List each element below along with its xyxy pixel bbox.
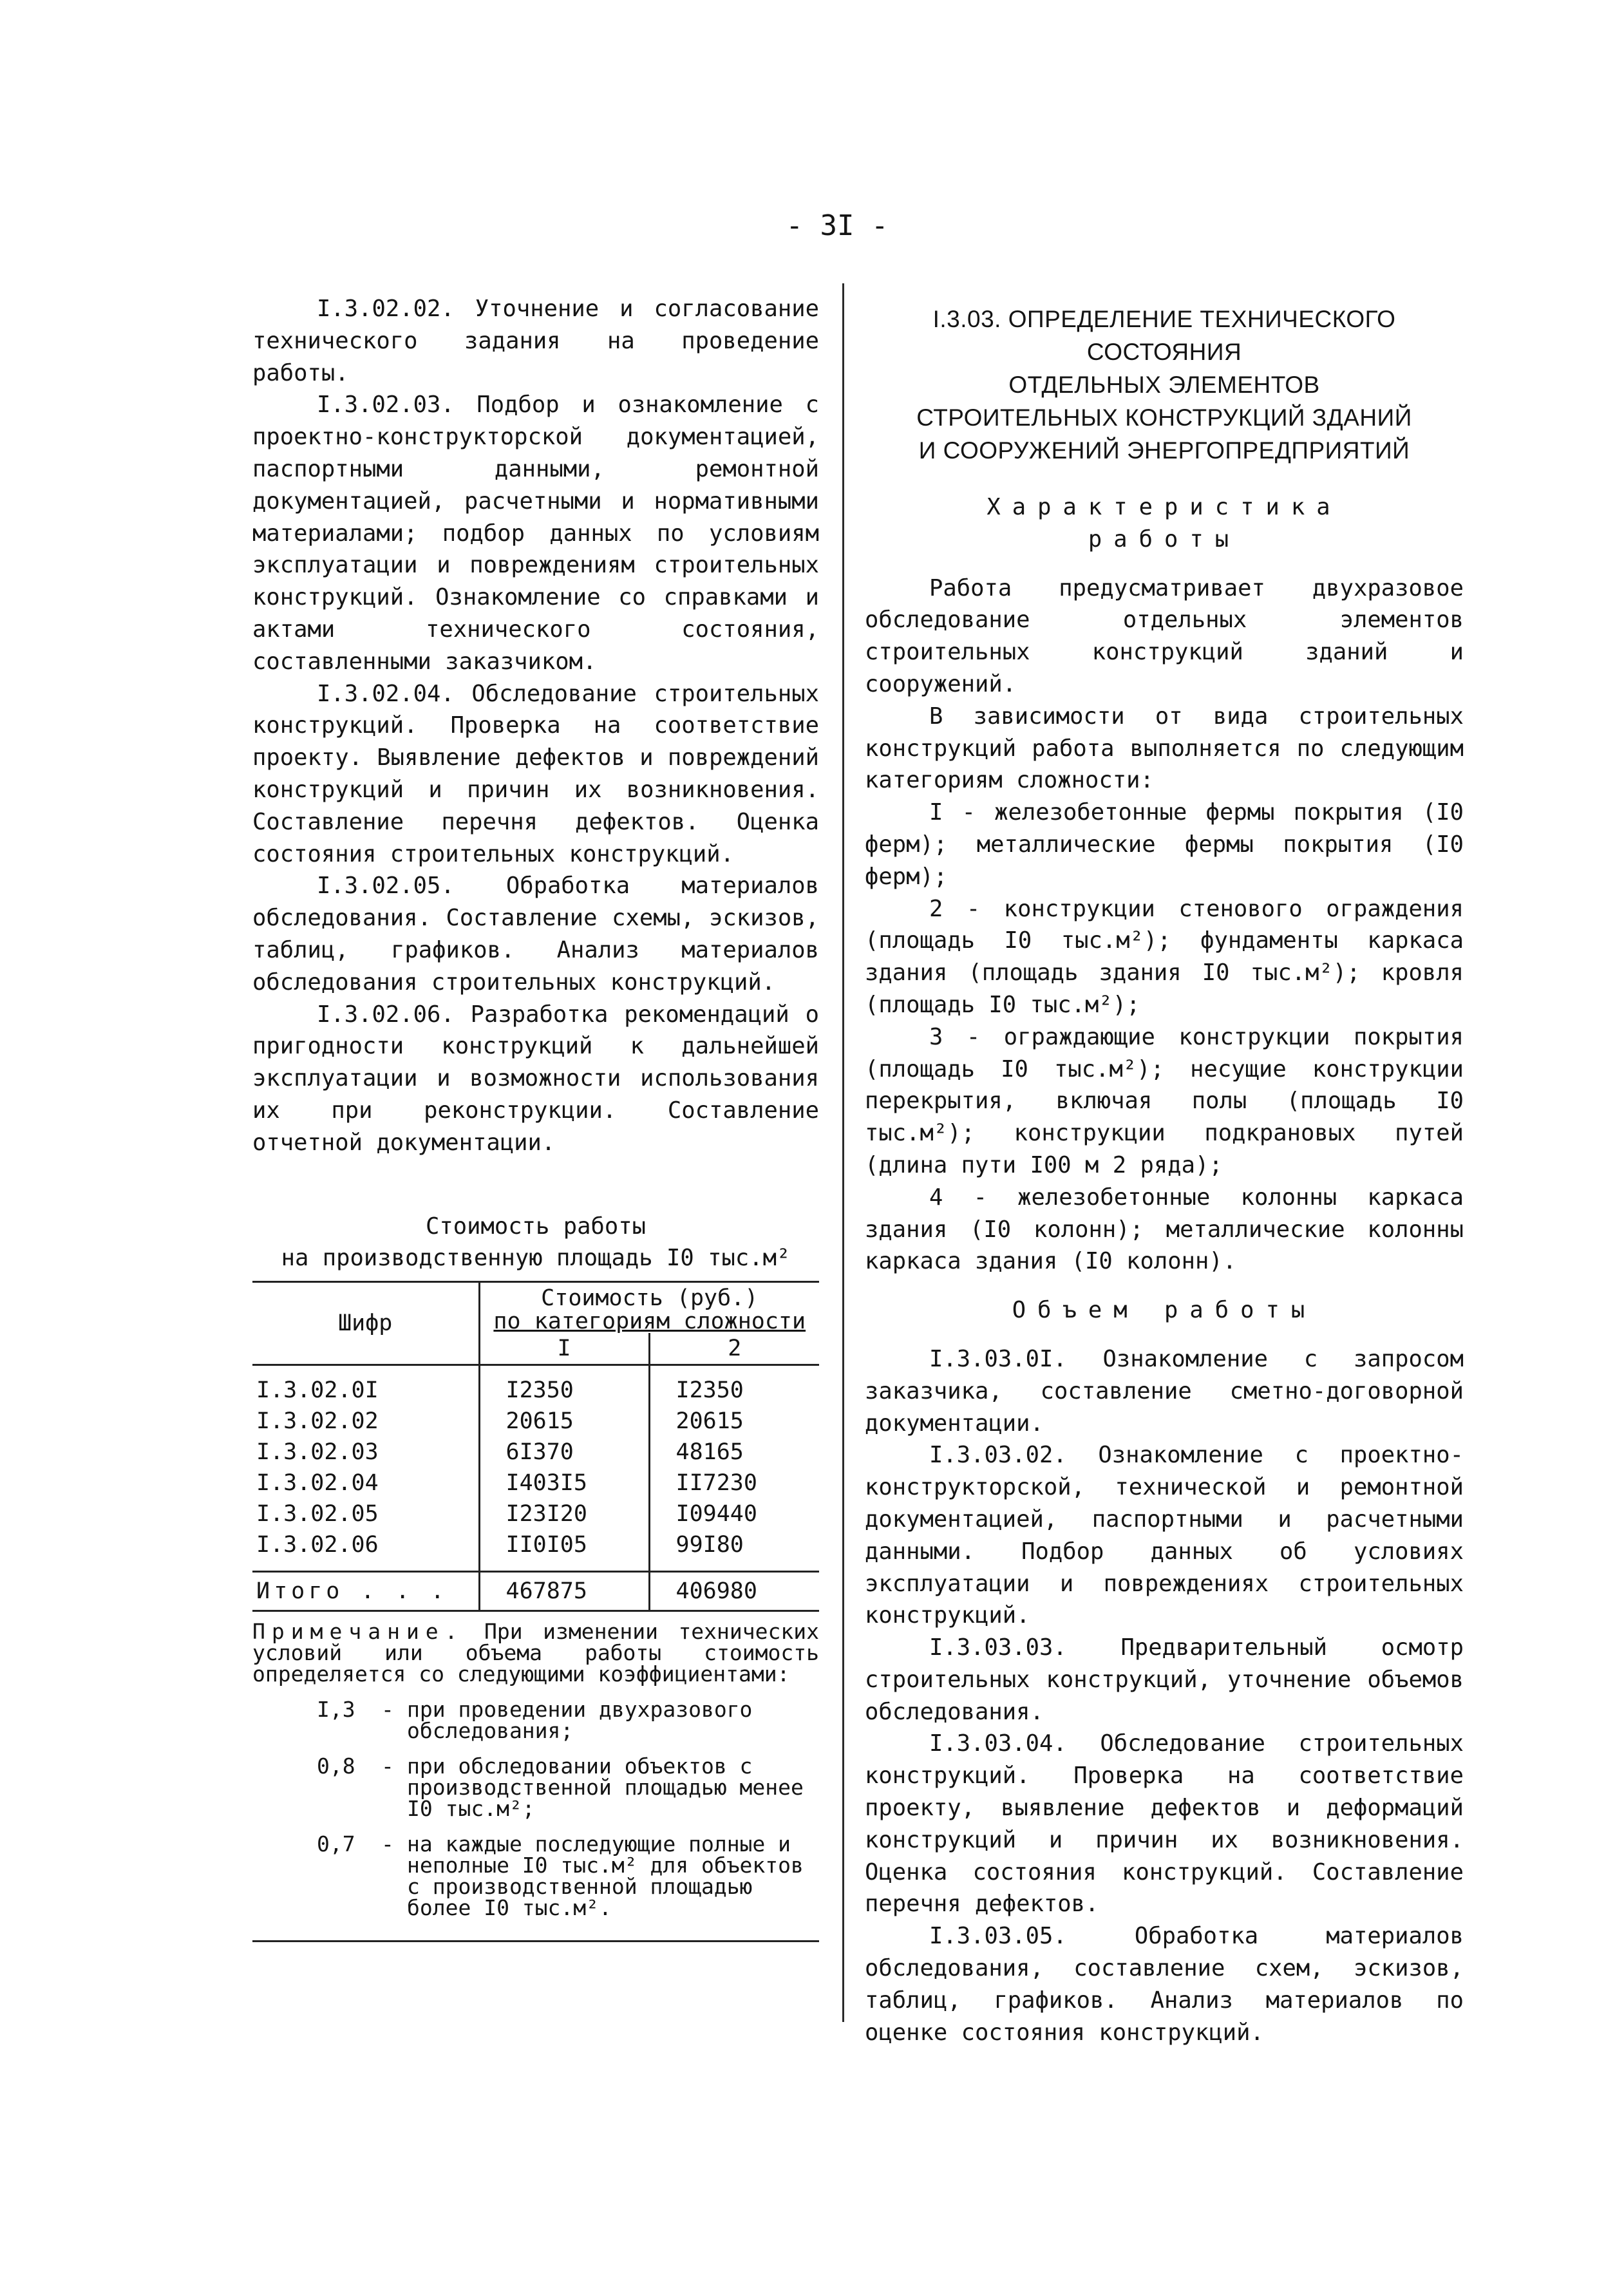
table-row [252, 1468, 819, 1498]
header-cost-line-1: Стоимость (руб.) [541, 1285, 759, 1312]
right-column [865, 303, 1464, 2048]
row-cost-2: I2350 [649, 1375, 819, 1406]
category-4-paragraph: 4 - железобетонные колонны каркаса здания (I0 колонн); металлические колонны каркаса здания (I0 колонн). [865, 1184, 1464, 1275]
row-cost-2: I09440 [649, 1498, 819, 1529]
header-cost-line-2: по категориям сложности [493, 1309, 806, 1335]
header-category-2: 2 [649, 1333, 819, 1365]
end-rule [252, 1940, 819, 1942]
row-cost-2: II7230 [649, 1468, 819, 1498]
row-code: I.3.02.02 [256, 1408, 379, 1435]
header-cost [479, 1282, 819, 1334]
note-text: При изменении технических условий или объема работы стоимость определяется со следующими коэффициентами: [252, 1619, 819, 1687]
section-heading-line-4: СТРОИТЕЛЬНЫХ КОНСТРУКЦИЙ ЗДАНИЙ [916, 404, 1412, 431]
note-paragraph [252, 1621, 819, 1685]
row-code: I.3.02.06 [256, 1532, 379, 1558]
table-spacer-row [252, 1560, 819, 1572]
total-label: Итого . . . [256, 1578, 448, 1605]
category-1-paragraph: I - железобетонные фермы покрытия (I0 ферм); металлические фермы покрытия (I0 ферм); [865, 799, 1464, 890]
paragraph-1-3-02-05: I.3.02.05. Обработка материалов обследования. Составление схемы, эскизов, таблиц, графиков. Анализ материалов обследования строительных конструкций. [252, 873, 819, 996]
section-heading-line-2: СОСТОЯНИЯ [1086, 339, 1242, 365]
coefficient-value: I,3 [317, 1697, 355, 1723]
total-cost-2: 406980 [649, 1572, 819, 1611]
table-row [252, 1437, 819, 1468]
row-cost-1: II0I05 [479, 1529, 649, 1560]
table-spacer-row [252, 1365, 819, 1375]
row-cost-1: I23I20 [479, 1498, 649, 1529]
left-column [252, 293, 819, 1942]
paragraph-1-3-03-03: I.3.03.03. Предварительный осмотр строительных конструкций, уточнение объемов обследования. [865, 1634, 1464, 1725]
table-row [252, 1406, 819, 1437]
characteristic-paragraph-1: Работа предусматривает двухразовое обследование отдельных элементов строительных конструкций зданий и сооружений. [865, 574, 1464, 697]
paragraph-1-3-02-06: I.3.02.06. Разработка рекомендаций о пригодности конструкций к дальнейшей эксплуатации и возможности использования их при реконструкции. Составление отчетной документации. [252, 1001, 819, 1156]
coefficient-value: 0,7 [317, 1831, 355, 1857]
characteristic-title-line-2: работы [1088, 525, 1241, 553]
cost-table [252, 1281, 819, 1612]
coefficient-text: на каждые последующие полные и неполные I0 тыс.м² для объектов с производственной площадью более I0 тыс.м². [407, 1831, 804, 1921]
volume-title: Объем работы [1012, 1297, 1317, 1324]
paragraph-1-3-03-05: I.3.03.05. Обработка материалов обследования, составление схем, эскизов, таблиц, графиков. Анализ материалов по оценке состояния конструкций. [865, 1923, 1464, 2046]
paragraph-1-3-03-04: I.3.03.04. Обследование строительных конструкций. Проверка на соответствие проекту, выявление дефектов и деформаций конструкций и причин их возникновения. Оценка состояния конструкций. Составление перечня дефектов. [865, 1730, 1464, 1918]
row-cost-2: 99I80 [649, 1529, 819, 1560]
coefficient-text: при обследовании объектов с производственной площадью менее I0 тыс.м²; [407, 1753, 804, 1822]
row-cost-1: 20615 [479, 1406, 649, 1437]
paragraph-1-3-03-01: I.3.03.0I. Ознакомление с запросом заказчика, составление сметно-договорной документации. [865, 1345, 1464, 1437]
paragraph-1-3-02-04: I.3.02.04. Обследование строительных конструкций. Проверка на соответствие проекту. Выявление дефектов и повреждений конструкций и причин их возникновения. Составление перечня дефектов. Оценка состояния строительных конструкций. [252, 680, 819, 867]
row-cost-2: 48165 [649, 1437, 819, 1468]
row-cost-1: I403I5 [479, 1468, 649, 1498]
row-cost-2: 20615 [649, 1406, 819, 1437]
characteristic-title-line-1: Характеристика [987, 494, 1342, 520]
paragraph-1-3-03-02: I.3.03.02. Ознакомление с проектно-конструкторской, технической и ремонтной документацией, паспортными и расчетными данными. Подбор данных об условиях эксплуатации и повреждениях строительных конструкций. [865, 1442, 1464, 1629]
coefficient-item: I,3 - при проведении двухразового обследования; [252, 1699, 819, 1741]
table-total-row [252, 1572, 819, 1611]
page-number: - 3I - [786, 209, 889, 242]
row-code: I.3.02.03 [256, 1439, 379, 1466]
paragraph-1-3-02-02: I.3.02.02. Уточнение и согласование технического задания на проведение работы. [252, 296, 819, 386]
section-heading-line-1: I.3.03. ОПРЕДЕЛЕНИЕ ТЕХНИЧЕСКОГО [932, 306, 1396, 332]
table-header-row [252, 1282, 819, 1334]
characteristic-paragraph-2: В зависимости от вида строительных конструкций работа выполняется по следующим категориям сложности: [865, 703, 1464, 794]
row-cost-1: 6I370 [479, 1437, 649, 1468]
row-code: I.3.02.05 [256, 1501, 379, 1527]
column-divider [842, 283, 844, 2022]
row-cost-1: I2350 [479, 1375, 649, 1406]
coefficient-value: 0,8 [317, 1753, 355, 1779]
category-3-paragraph: 3 - ограждающие конструкции покрытия (площадь I0 тыс.м²); несущие конструкции перекрытия, включая полы (площадь I0 тыс.м²); конструкции подкрановых путей (длина пути I00 м 2 ряда); [865, 1023, 1464, 1178]
note [252, 1621, 819, 1942]
coefficient-text: при проведении двухразового обследования; [407, 1697, 753, 1744]
total-cost-1: 467875 [479, 1572, 649, 1611]
row-code: I.3.02.04 [256, 1470, 379, 1497]
row-code: I.3.02.0I [256, 1377, 379, 1404]
coefficient-item: 0,7 - на каждые последующие полные и неполные I0 тыс.м² для объектов с производственной площадью более I0 тыс.м². [252, 1833, 819, 1918]
table-row [252, 1498, 819, 1529]
table-caption-line-1: Стоимость работы [426, 1213, 646, 1240]
header-code: Шифр [252, 1282, 479, 1365]
section-heading [865, 303, 1464, 467]
table-caption-line-2: на производственную площадь I0 тыс.м² [281, 1245, 791, 1272]
header-category-1: I [479, 1333, 649, 1365]
section-heading-line-5: И СООРУЖЕНИЙ ЭНЕРГОПРЕДПРИЯТИЙ [918, 437, 1410, 464]
coefficient-item: 0,8 - при обследовании объектов с производственной площадью менее I0 тыс.м²; [252, 1755, 819, 1819]
category-2-paragraph: 2 - конструкции стенового ограждения (площадь I0 тыс.м²); фундаменты каркаса здания (площадь здания I0 тыс.м²); кровля (площадь I0 тыс.м²); [865, 895, 1464, 1018]
note-lead: Примечание. [252, 1619, 464, 1645]
table-row [252, 1529, 819, 1560]
table-row [252, 1375, 819, 1406]
paragraph-1-3-02-03: I.3.02.03. Подбор и ознакомление с проектно-конструкторской документацией, паспортными данными, ремонтной документацией, расчетными и нормативными материалами; подбор данных по условиям эксплуатации и повреждениям строительных конструкций. Ознакомление со справками и актами технического состояния, составленными заказчиком. [252, 392, 819, 675]
section-heading-line-3: ОТДЕЛЬНЫХ ЭЛЕМЕНТОВ [1008, 372, 1320, 398]
